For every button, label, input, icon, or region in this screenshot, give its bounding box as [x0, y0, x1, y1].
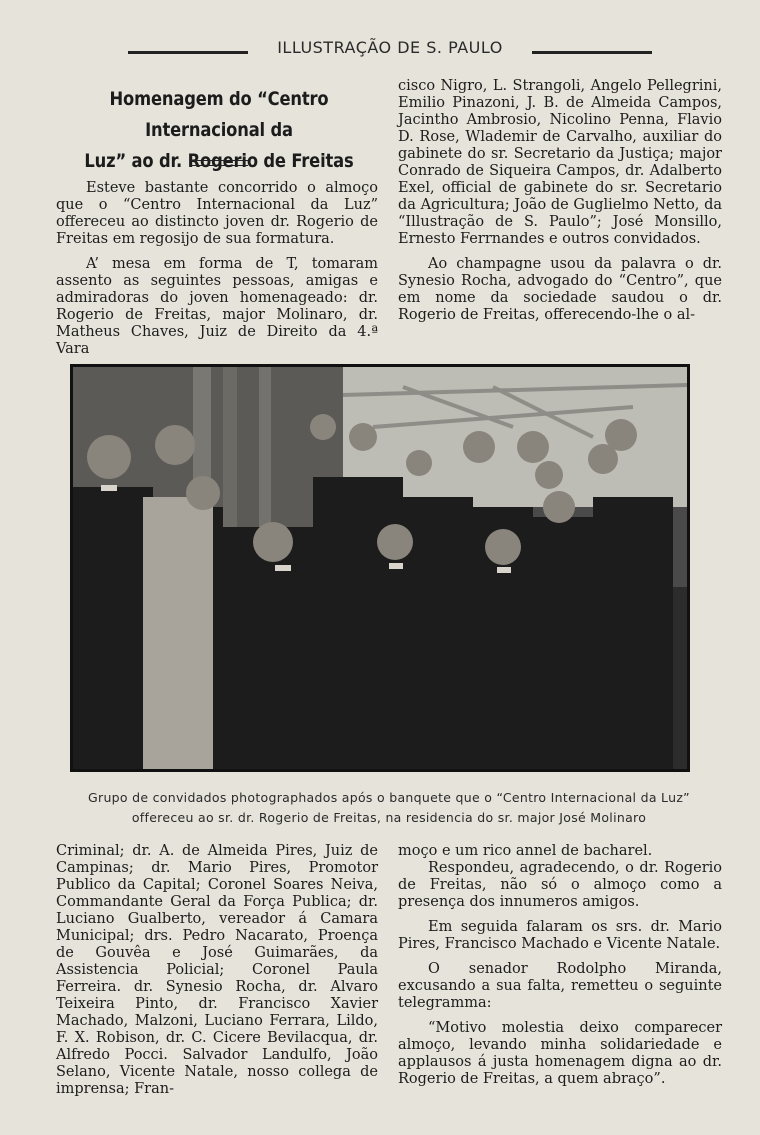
paragraph-8: Em seguida falaram os srs. dr. Mario Pires, Francisco Machado e Vicente Natale.: [398, 919, 722, 952]
caption-line-1: Grupo de convidados photographados após o banquete que o “Centro Internacional da Luz”: [88, 790, 690, 805]
paragraph-7: Respondeu, agradecendo, o dr. Rogerio de Freitas, não só o almoço como a presença dos innumeros amigos.: [398, 860, 722, 910]
head-rule-right: [532, 51, 652, 54]
column-left-bottom: [56, 843, 378, 1098]
headline-line-1: Homenagem do “Centro Internacional da: [109, 88, 329, 141]
column-left-top: [56, 180, 378, 358]
paragraph-9: O senador Rodolpho Miranda, excusando a sua falta, remetteu o seguinte telegramma:: [398, 961, 722, 1011]
paragraph-2: A’ mesa em forma de T, tomaram assento as seguintes pessoas, amigas e admiradoras do joven homenageado: dr. Rogerio de Freitas, major Molinaro, dr. Matheus Chaves, Juiz de Direito da 4.ª Vara: [56, 256, 378, 357]
caption-line-2: offereceu ao sr. dr. Rogerio de Freitas, na residencia do sr. major José Molinaro: [131, 810, 647, 825]
paragraph-3: cisco Nigro, L. Strangoli, Angelo Pellegrini, Emilio Pinazoni, J. B. de Almeida Campos, Jacintho Ambrosio, Nicolino Penna, Flavio D. Rose, Wlademir de Carvalho, auxiliar do gabinete do sr. Secretario da Justiça; major Conrado de Siqueira Campos, dr. Adalberto Exel, official de gabinete do sr. Secretario da Agricultura; João de Guglielmo Netto, da “Illustração de S. Paulo”; José Monsillo, Ernesto Ferrnandes e outros convidados.: [398, 78, 722, 247]
paragraph-5: Criminal; dr. A. de Almeida Pires, Juiz de Campinas; dr. Mario Pires, Promotor Publico da Capital; Coronel Soares Neiva, Commandante Geral da Força Publica; dr. Luciano Gualberto, vereador á Camara Municipal; drs. Pedro Nacarato, Proença de Gouvêa e José Guimarães, da Assistencia Policial; Coronel Paula Ferreira. dr. Synesio Rocha, dr. Alvaro Teixeira Pinto, dr. Francisco Xavier Machado, Malzoni, Luciano Ferrara, Lildo, F. X. Robison, dr. C. Cicere Bevilacqua, dr. Alfredo Pocci. Salvador Landulfo, João Selano, Vicente Natale, nosso collega de imprensa; Fran-: [56, 843, 378, 1097]
column-right-bottom: [398, 843, 722, 1088]
head-rule-left: [128, 51, 248, 54]
paragraph-10: “Motivo molestia deixo comparecer almoço, levando minha solidariedade e applausos á justa homenagem digna ao dr. Rogerio de Freitas, a quem abraço”.: [398, 1020, 722, 1087]
paragraph-6: moço e um rico annel de bacharel.: [398, 843, 653, 859]
photo-caption: [56, 788, 722, 828]
paragraph-4: Ao champagne usou da palavra o dr. Synesio Rocha, advogado do “Centro”, que em nome da sociedade saudou o dr. Rogerio de Freitas, offerecendo-lhe o al-: [398, 256, 722, 323]
photo-illustration: [73, 367, 687, 769]
headline-line-2: Luz” ao dr. Rogerio de Freitas: [84, 150, 354, 172]
headline-divider: [190, 160, 248, 166]
paragraph-1: Esteve bastante concorrido o almoço que o “Centro Internacional da Luz” offereceu ao distincto joven dr. Rogerio de Freitas em regosijo de sua formatura.: [56, 180, 378, 247]
group-photograph: [70, 364, 690, 772]
magazine-title: ILLUSTRAÇÃO DE S. PAULO: [277, 38, 503, 57]
running-head: [128, 38, 652, 62]
column-right-top: [398, 78, 722, 324]
